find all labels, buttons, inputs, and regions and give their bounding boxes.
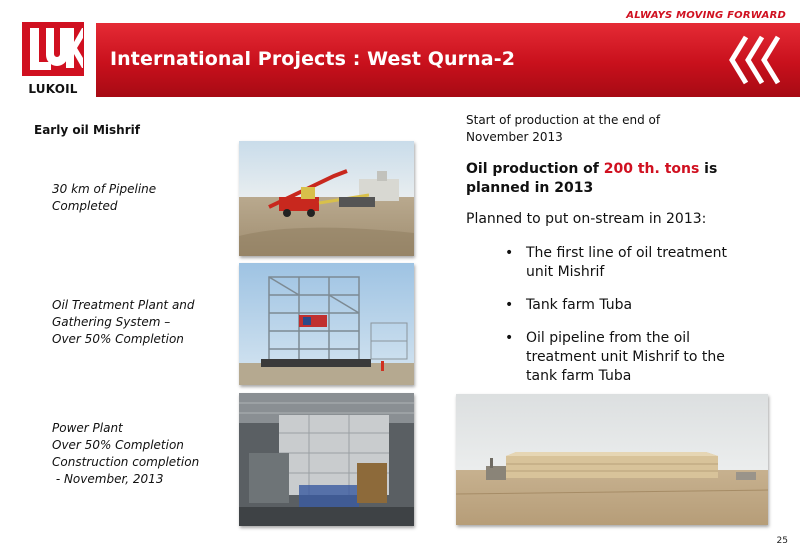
caption-power-plant (52, 420, 232, 488)
caption-line: Power Plant (52, 421, 123, 435)
pipeline-photo (239, 141, 414, 256)
list-item-line: unit Mishrif (526, 264, 605, 280)
lukoil-logo-icon (22, 22, 84, 76)
caption-line: Construction completion (52, 455, 200, 469)
oil-line-2: planned in 2013 (466, 180, 594, 196)
list-item-line: tank farm Tuba (526, 368, 632, 384)
list-item-line: The first line of oil treatment (526, 245, 727, 261)
production-start-text (466, 112, 726, 146)
lukoil-logo (12, 22, 94, 98)
list-item (502, 329, 752, 386)
caption-line: Gathering System – (52, 315, 171, 329)
intro-line: Start of production at the end of (466, 113, 661, 127)
planned-list (502, 244, 752, 400)
chevrons-icon (724, 35, 786, 85)
caption-line: - November, 2013 (52, 472, 164, 486)
section-heading: Early oil Mishrif (34, 123, 140, 137)
list-item-line: Oil pipeline from the oil (526, 330, 691, 346)
page-title: International Projects : West Qurna-2 (110, 48, 516, 70)
list-item (502, 296, 752, 315)
power-plant-photo (239, 393, 414, 526)
oil-volume-highlight: 200 th. tons (603, 161, 700, 177)
caption-pipeline (52, 181, 222, 215)
list-item (502, 244, 752, 282)
list-item-line: Tank farm Tuba (526, 297, 633, 313)
oil-suffix: is (699, 161, 718, 177)
caption-line: 30 km of Pipeline (52, 182, 157, 196)
bullet-icon: • (505, 245, 514, 261)
caption-line: Over 50% Completion (52, 332, 184, 346)
caption-line: Over 50% Completion (52, 438, 184, 452)
caption-line: Oil Treatment Plant and (52, 298, 195, 312)
treatment-plant-photo (239, 263, 414, 385)
bullet-icon: • (505, 297, 514, 313)
tank-farm-photo (456, 394, 768, 525)
bullet-icon: • (505, 330, 514, 346)
oil-line-1 (466, 160, 756, 179)
caption-treatment-plant (52, 297, 232, 348)
oil-prefix: Oil production of (466, 161, 604, 177)
caption-line: Completed (52, 199, 118, 213)
intro-line: November 2013 (466, 130, 563, 144)
logo-wordmark: LUKOIL (28, 82, 78, 96)
page-number: 25 (776, 536, 788, 546)
title-bar (96, 23, 800, 97)
tagline: ALWAYS MOVING FORWARD (626, 10, 786, 21)
oil-production-statement (466, 160, 756, 198)
list-item-line: treatment unit Mishrif to the (526, 349, 725, 365)
planned-heading: Planned to put on-stream in 2013: (466, 211, 707, 227)
